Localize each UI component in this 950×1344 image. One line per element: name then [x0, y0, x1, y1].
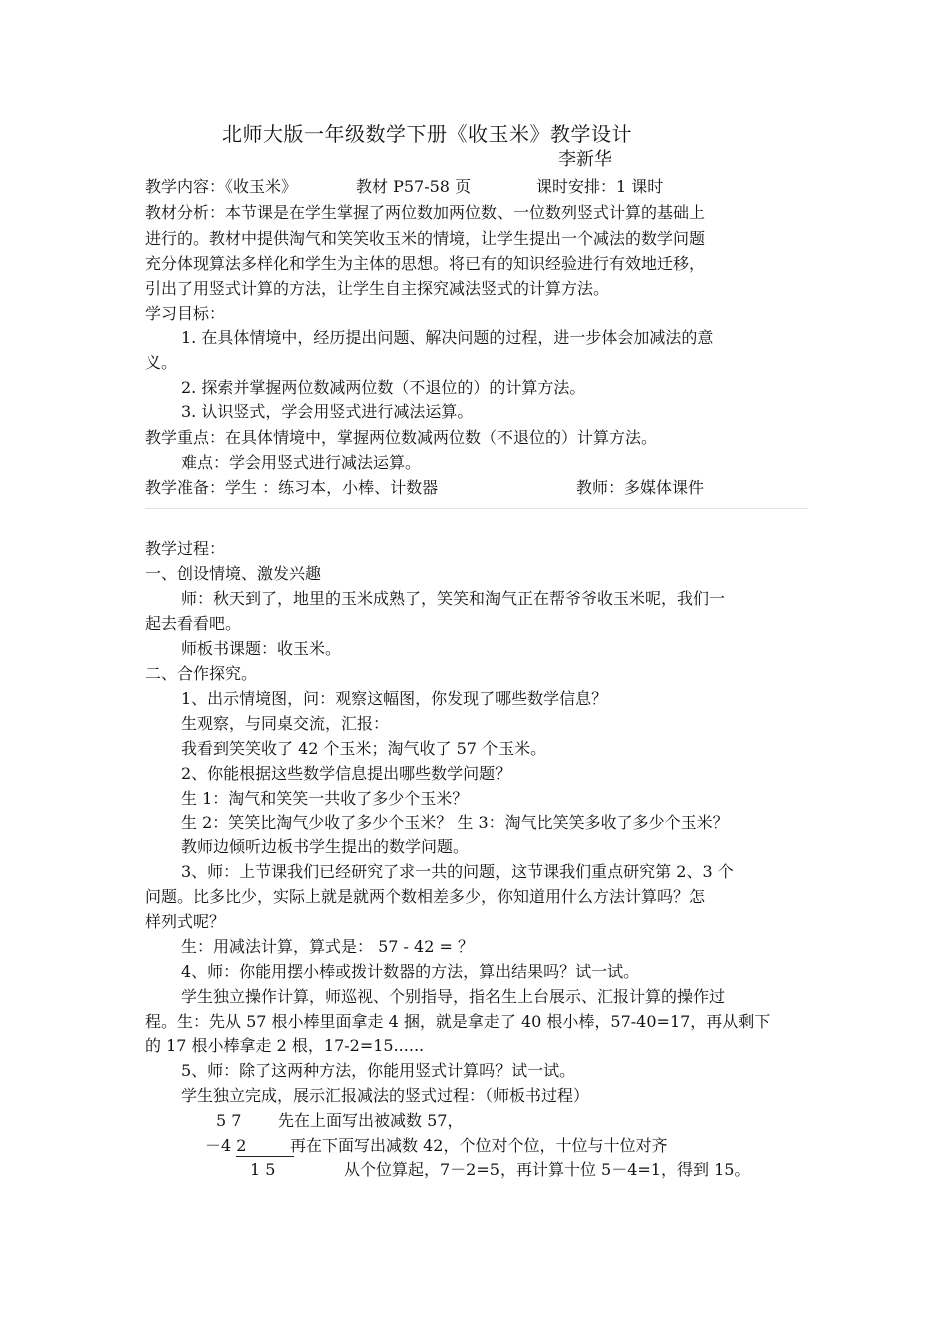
- goal-item: 1. 在具体情境中，经历提出问题、解决问题的过程，进一步体会加减法的意: [181, 328, 714, 347]
- process-line: 1、出示情境图，问：观察这幅图，你发现了哪些数学信息？: [181, 689, 608, 708]
- process-heading: 教学过程：: [145, 539, 226, 558]
- section-divider: [145, 508, 808, 509]
- process-line: 5、师：除了这两种方法，你能用竖式计算吗？试一试。: [181, 1061, 576, 1080]
- schedule: 课时安排：1 课时: [536, 177, 664, 196]
- author-name: 李新华: [558, 149, 612, 170]
- process-line: 生 2：笑笑比淘气少收了多少个玉米？ 生 3：淘气比笑笑多收了多少个玉米？: [181, 813, 729, 832]
- process-line: 生观察，与同桌交流，汇报：: [181, 714, 390, 733]
- process-line: 问题。比多比少，实际上就是就两个数相差多少，你知道用什么方法计算吗？怎: [145, 887, 706, 906]
- process-line: 学生独立完成，展示汇报减法的竖式过程：（师板书过程）: [181, 1086, 590, 1105]
- process-line: 学生独立操作计算，师巡视、个别指导，指名生上台展示、汇报计算的操作过: [181, 987, 726, 1006]
- page-title: 北师大版一年级数学下册《收玉米》教学设计: [222, 122, 632, 146]
- section-heading: 一、创设情境、激发兴趣: [145, 564, 322, 583]
- process-line: 4、师：你能用摆小棒或拨计数器的方法，算出结果吗？试一试。: [181, 962, 640, 981]
- difference: 1 5: [250, 1160, 276, 1179]
- goal-item: 3. 认识竖式，学会用竖式进行减法运算。: [181, 402, 474, 421]
- prep-students: 教学准备：学生 ：练习本，小棒、计数器: [145, 478, 439, 497]
- process-line: 2、你能根据这些数学信息提出哪些数学问题？: [181, 764, 512, 783]
- process-line: 师板书课题：收玉米。: [181, 639, 342, 658]
- section-heading: 二、合作探究。: [145, 664, 258, 683]
- analysis-line: 引出了用竖式计算的方法，让学生自主探究减法竖式的计算方法。: [145, 279, 610, 298]
- process-line: 我看到笑笑收了 42 个玉米；淘气收了 57 个玉米。: [181, 739, 547, 758]
- process-line: 的 17 根小棒拿走 2 根，17-2=15......: [145, 1036, 425, 1055]
- content-label: 教学内容：《收玉米》: [145, 177, 298, 196]
- process-line: 起去看看吧。: [145, 614, 242, 633]
- goal-item: 2. 探索并掌握两位数减两位数（不退位的）的计算方法。: [181, 378, 586, 397]
- analysis-line: 进行的。教材中提供淘气和笑笑收玉米的情境，让学生提出一个减法的数学问题: [145, 229, 706, 248]
- analysis-line: 充分体现算法多样化和学生为主体的思想。将已有的知识经验进行有效地迁移，: [145, 254, 706, 273]
- key-point: 教学重点：在具体情境中，掌握两位数减两位数（不退位的）计算方法。: [145, 428, 658, 447]
- analysis-line: 教材分析：本节课是在学生掌握了两位数加两位数、一位数列竖式计算的基础上: [145, 203, 706, 222]
- process-line: 教师边倾听边板书学生提出的数学问题。: [181, 837, 470, 856]
- textbook-pages: 教材 P57-58 页: [356, 177, 472, 196]
- minuend: 5 7: [216, 1111, 242, 1130]
- goals-heading: 学习目标：: [145, 304, 226, 323]
- difficulty: 难点：学会用竖式进行减法运算。: [181, 453, 422, 472]
- process-line: 程。生：先从 57 根小棒里面拿走 4 捆，就是拿走了 40 根小棒，57-40=17，再从剩下: [145, 1012, 771, 1031]
- process-line: 生：用减法计算，算式是： 57 - 42 = ？: [181, 937, 474, 956]
- goal-item: 义。: [145, 353, 178, 372]
- subtrahend: －4 2: [205, 1136, 247, 1155]
- process-line: 3、师：上节课我们已经研究了求一共的问题，这节课我们重点研究第 2、3 个: [181, 862, 734, 881]
- process-line: 样列式呢？: [145, 912, 226, 931]
- vertical-step-note: 再在下面写出减数 42，个位对个位，十位与十位对齐: [290, 1136, 668, 1155]
- subtraction-rule-line: [236, 1156, 294, 1157]
- vertical-step-note: 从个位算起，7－2=5，再计算十位 5－4=1，得到 15。: [344, 1160, 751, 1179]
- vertical-step-note: 先在上面写出被减数 57，: [278, 1111, 464, 1130]
- process-line: 生 1：淘气和笑笑一共收了多少个玉米？: [181, 789, 469, 808]
- process-line: 师：秋天到了，地里的玉米成熟了，笑笑和淘气正在帮爷爷收玉米呢，我们一: [181, 589, 726, 608]
- prep-teacher: 教师：多媒体课件: [576, 478, 705, 497]
